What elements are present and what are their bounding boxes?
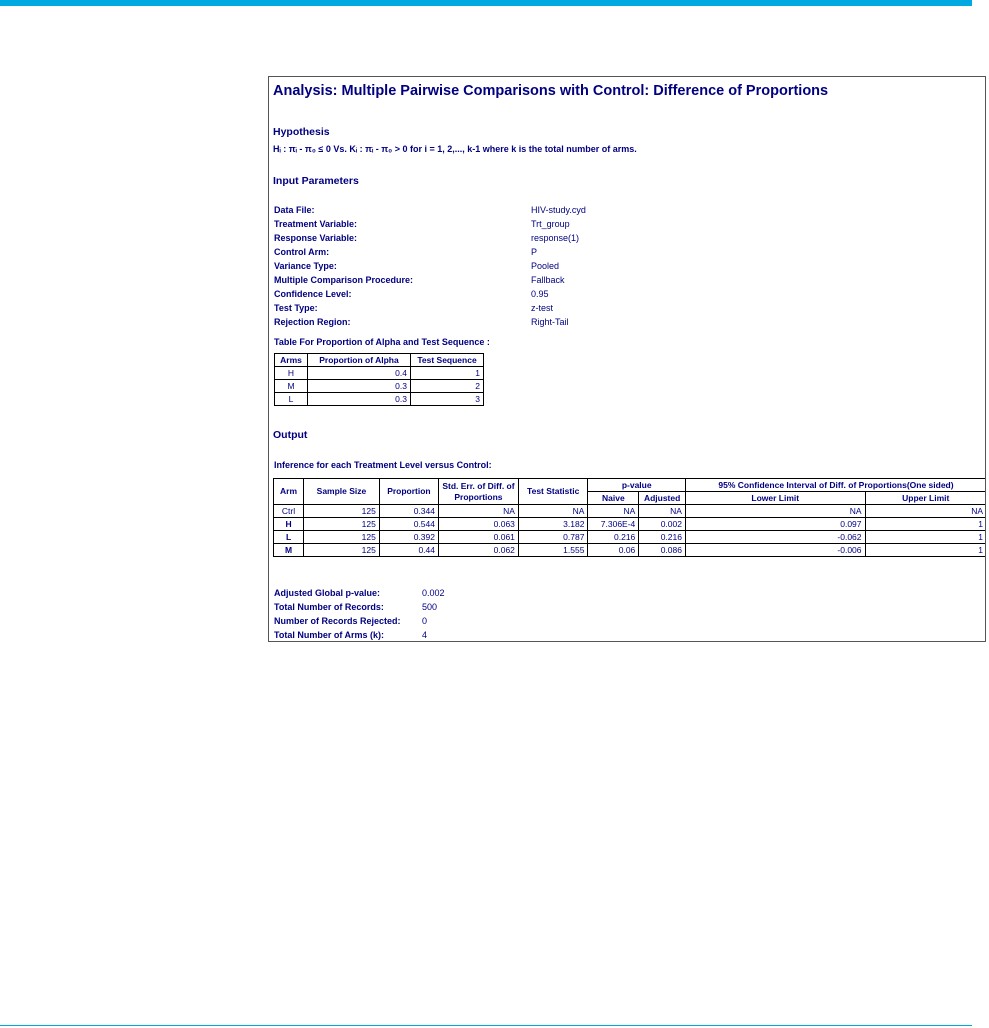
table-cell: 0.3 <box>308 393 411 406</box>
table-cell: 0.097 <box>685 518 865 531</box>
column-header: Arms <box>275 354 308 367</box>
param-value-test-type: z-test <box>531 303 554 313</box>
param-label-multiple-comparison-procedure: Multiple Comparison Procedure: <box>274 275 414 285</box>
table-cell: -0.062 <box>685 531 865 544</box>
summary-label-records-rejected: Number of Records Rejected: <box>274 616 401 626</box>
table-cell: 2 <box>411 380 484 393</box>
summary-label-total-records: Total Number of Records: <box>274 602 384 612</box>
table-cell: 0.063 <box>439 518 519 531</box>
param-value-data-file: HIV-study.cyd <box>531 205 586 215</box>
table-cell: 1 <box>865 518 986 531</box>
table-row <box>275 367 484 380</box>
summary-label-total-arms: Total Number of Arms (k): <box>274 630 385 640</box>
table-cell: 0.787 <box>518 531 588 544</box>
report-title: Analysis: Multiple Pairwise Comparisons with Control: Difference of Proportions <box>273 83 829 99</box>
table-cell: 0.061 <box>439 531 519 544</box>
table-cell: 0.002 <box>639 518 686 531</box>
column-header-std-err: Std. Err. of Diff. of Proportions <box>439 479 519 505</box>
column-header-p-value: p-value <box>588 479 686 492</box>
column-header-lower-limit: Lower Limit <box>685 492 865 505</box>
column-header: Test Sequence <box>411 354 484 367</box>
table-cell-arm: L <box>274 531 304 544</box>
table-cell: 0.3 <box>308 380 411 393</box>
summary-value-total-records: 500 <box>422 602 438 612</box>
table-cell: 0.4 <box>308 367 411 380</box>
param-label-test-type: Test Type: <box>274 303 318 313</box>
table-cell: 0.44 <box>379 544 438 557</box>
table-cell: 1.555 <box>518 544 588 557</box>
top-rule <box>0 0 972 6</box>
table-header-row <box>275 354 484 367</box>
inference-table <box>273 478 986 557</box>
column-header-naive: Naive <box>588 492 639 505</box>
table-cell: 3.182 <box>518 518 588 531</box>
table-cell: M <box>275 380 308 393</box>
column-header-proportion: Proportion <box>379 479 438 505</box>
column-header: Proportion of Alpha <box>308 354 411 367</box>
inference-label: Inference for each Treatment Level versus Control: <box>274 460 492 470</box>
table-cell: 1 <box>865 544 986 557</box>
bottom-rule <box>0 1025 972 1026</box>
table-cell-arm: H <box>274 518 304 531</box>
table-cell: 0.086 <box>639 544 686 557</box>
table-cell-arm: Ctrl <box>274 505 304 518</box>
table-cell: 125 <box>304 518 380 531</box>
param-label-response-variable: Response Variable: <box>274 233 358 243</box>
table-cell: 7.306E-4 <box>588 518 639 531</box>
table-cell: NA <box>588 505 639 518</box>
param-value-treatment-variable: Trt_group <box>531 219 570 229</box>
table-cell: NA <box>685 505 865 518</box>
column-header-confidence-interval: 95% Confidence Interval of Diff. of Proportions(One sided) <box>685 479 986 492</box>
table-cell: 0.344 <box>379 505 438 518</box>
summary-label-adjusted-global-p: Adjusted Global p-value: <box>274 588 381 598</box>
column-header-sample-size: Sample Size <box>304 479 380 505</box>
analysis-report-panel <box>268 76 986 642</box>
table-cell: 3 <box>411 393 484 406</box>
table-cell: 0.062 <box>439 544 519 557</box>
param-label-control-arm: Control Arm: <box>274 247 330 257</box>
hypothesis-statement: Hᵢ : πᵢ - π₀ ≤ 0 Vs. Kᵢ : πᵢ - π₀ > 0 for i = 1, 2,..., k-1 where k is the total number of arms. <box>273 144 637 154</box>
table-cell: 0.06 <box>588 544 639 557</box>
table-row <box>274 531 987 544</box>
param-label-data-file: Data File: <box>274 205 315 215</box>
alpha-table-title: Table For Proportion of Alpha and Test Sequence : <box>274 337 490 347</box>
table-cell: 0.216 <box>588 531 639 544</box>
table-cell: NA <box>639 505 686 518</box>
table-cell: H <box>275 367 308 380</box>
table-row <box>274 505 987 518</box>
param-value-rejection-region: Right-Tail <box>531 317 569 327</box>
param-value-variance-type: Pooled <box>531 261 560 271</box>
table-row <box>275 380 484 393</box>
table-row <box>274 518 987 531</box>
table-cell: NA <box>439 505 519 518</box>
param-label-treatment-variable: Treatment Variable: <box>274 219 358 229</box>
hypothesis-heading: Hypothesis <box>273 126 330 138</box>
table-cell: 0.544 <box>379 518 438 531</box>
param-value-control-arm: P <box>531 247 538 257</box>
table-cell: NA <box>518 505 588 518</box>
param-label-rejection-region: Rejection Region: <box>274 317 351 327</box>
summary-value-records-rejected: 0 <box>422 616 428 626</box>
param-label-variance-type: Variance Type: <box>274 261 337 271</box>
param-value-confidence-level: 0.95 <box>531 289 549 299</box>
table-row <box>274 544 987 557</box>
table-row <box>275 393 484 406</box>
table-cell: 125 <box>304 505 380 518</box>
input-parameters-heading: Input Parameters <box>273 175 359 187</box>
table-cell: L <box>275 393 308 406</box>
table-cell-arm: M <box>274 544 304 557</box>
table-cell: 1 <box>865 531 986 544</box>
summary-value-total-arms: 4 <box>422 630 428 640</box>
table-cell: 125 <box>304 544 380 557</box>
column-header-upper-limit: Upper Limit <box>865 492 986 505</box>
table-cell: 1 <box>411 367 484 380</box>
param-value-response-variable: response(1) <box>531 233 580 243</box>
param-value-multiple-comparison-procedure: Fallback <box>531 275 565 285</box>
column-header-test-statistic: Test Statistic <box>518 479 588 505</box>
param-label-confidence-level: Confidence Level: <box>274 289 352 299</box>
column-header-adjusted: Adjusted <box>639 492 686 505</box>
table-cell: 0.216 <box>639 531 686 544</box>
table-cell: NA <box>865 505 986 518</box>
table-cell: -0.006 <box>685 544 865 557</box>
table-cell: 125 <box>304 531 380 544</box>
table-cell: 0.392 <box>379 531 438 544</box>
output-heading: Output <box>273 429 308 441</box>
column-header-arm: Arm <box>274 479 304 505</box>
summary-value-adjusted-global-p: 0.002 <box>422 588 445 598</box>
alpha-sequence-table <box>274 353 484 406</box>
table-header-row <box>274 479 987 492</box>
